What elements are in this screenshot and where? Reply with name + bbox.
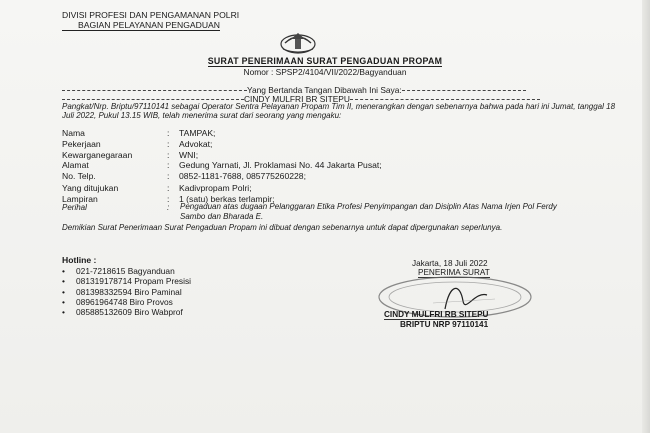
signature-nrp: BRIPTU NRP 97110141	[400, 320, 489, 329]
hotline-item: • 021-7218615 Bagyanduan	[62, 266, 191, 276]
signature-role: PENERIMA SURAT	[418, 268, 490, 277]
hotline-item: • 081319178714 Propam Presisi	[62, 276, 191, 286]
police-emblem-icon	[277, 29, 319, 55]
signature-place-date: Jakarta, 18 Juli 2022	[412, 259, 488, 268]
page-edge	[642, 0, 650, 433]
letterhead-line2: BAGIAN PELAYANAN PENGADUAN	[62, 20, 220, 31]
signer-intro-line: Yang Bertanda Tangan Dibawah Ini Saya:	[62, 85, 526, 95]
signer-name: CINDY MULFRI BR SITEPU	[244, 94, 350, 104]
hotline-item: • 08961964748 Biro Provos	[62, 297, 191, 307]
hotline-item: • 081398332594 Biro Paminal	[62, 287, 191, 297]
signature-name: CINDY MULFRI RB SITEPU	[384, 310, 489, 319]
intro-paragraph: Pangkat/Nrp. Briptu/97110141 sebagai Operator Sentra Pelayanan Propam Tim II, menerangkan dengan sebenarnya bahwa pada hari ini Jumat, tanggal 18 Juli 2022, Pukul 13.15 WIB, telah menerima surat dari seorang yang mengaku:	[62, 102, 616, 120]
hotline-list	[62, 266, 191, 317]
letterhead-line1: DIVISI PROFESI DAN PENGAMANAN POLRI	[62, 10, 240, 20]
hotline-item: • 085885132609 Biro Wabprof	[62, 307, 191, 317]
closing-paragraph: Demikian Surat Penerimaan Surat Pengaduan Propam ini dibuat dengan sebenarnya untuk dapat dipergunakan seperlunya.	[62, 223, 503, 232]
letterhead	[62, 10, 239, 31]
hotline-label: Hotline :	[62, 255, 97, 265]
document-number: Nomor : SPSP2/4104/VII/2022/Bagyanduan	[243, 67, 407, 77]
document-title: SURAT PENERIMAAN SURAT PENGADUAN PROPAM	[207, 56, 443, 66]
perihal-text: Pengaduan atas dugaan Pelanggaran Etika Profesi Penyimpangan dan Disiplin Atas Nama Irjen Pol Ferdy Sambo dan Bharada E.	[180, 202, 557, 221]
document-page: DIVISI PROFESI DAN PENGAMANAN POLRI BAGIAN PELAYANAN PENGADUAN SURAT PENERIMAAN SURAT PENGADUAN PROPAM Nomor : SPSP2/4104/VII/2022/Bagyanduan Yang Bertanda Tangan Dibawah Ini Saya: CINDY MULFRI BR SITEPU Pangkat/Nrp. Briptu/97110141 sebagai Operator Sentra Pelayanan Propam Tim II, menerangkan dengan sebenarnya bahwa pada hari ini Jumat, tanggal 18 Juli 2022, Pukul 13.15 WIB, telah menerima surat dari seorang yang mengaku: Nama : TAMPAK; Pekerjaan : Advokat; Kewarganegaraan : WNI; Alamat : Gedung Yarnati, Jl. Proklamasi No. 44 Jakarta Pusat; No. Telp. : 0852-1181-7688, 085775260228; Yang ditujukan : Kadivpropam Polri; Lampiran : 1 (satu) berkas terlampir; Perihal : Pengaduan atas dugaan Pelanggaran Etika Profesi Penyimpangan dan Disiplin Atas Nama Irjen Pol Ferdy Sambo dan Bharada E. Demikian Surat Penerimaan Surat Pengaduan Propam ini dibuat dengan sebenarnya untuk dapat dipergunakan seperlunya. Hotline : • 021-7218615 Bagyanduan • 081319178714 Propam Presisi • 081398332594 Biro Paminal • 08961964748 Biro Provos • 085885132609 Biro Wabprof Jakarta, 18 Juli 2022 PENERIMA SURAT CINDY MULFRI RB SITEPU BRIPTU NRP 97110141	[0, 0, 650, 433]
